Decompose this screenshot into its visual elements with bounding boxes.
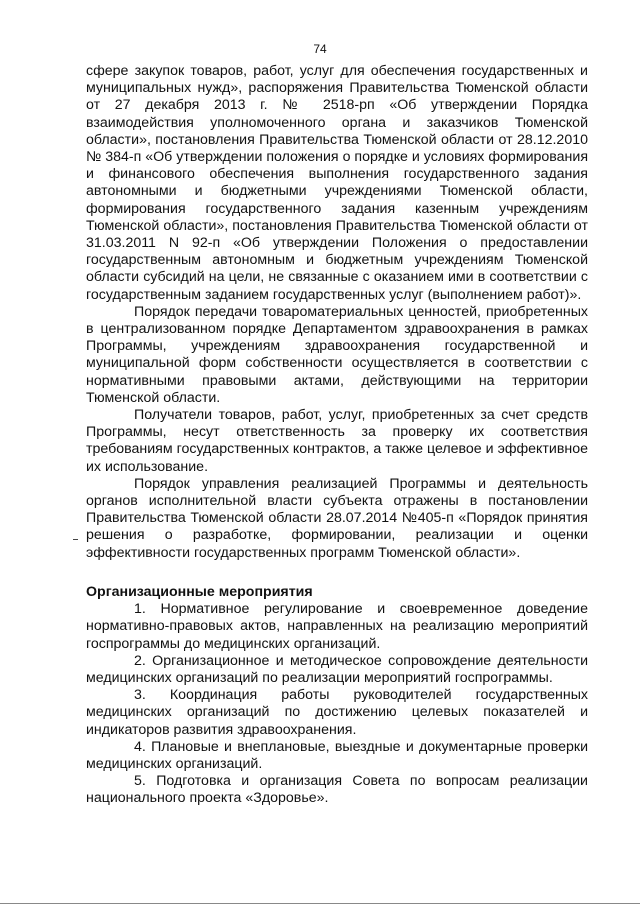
page-bottom-edge xyxy=(0,903,640,904)
paragraph-program-management: Порядок управления реализацией Программы и деятельность органов исполнительной власти субъекта отражены в постановлении Правительства Тюменской области 28.07.2014 №405-п «Порядок принятия решения о разработке, формировании, реализации и оценки эффективности государственных программ Тюменской области». xyxy=(86,475,588,561)
paragraph-transfer-order: Порядок передачи товароматериальных ценностей, приобретенных в централизованном порядке Департаментом здравоохранения в рамках Программы, учреждениям здравоохранения государственной и муниципальной форм собственности осуществляется в соответствии с нормативными правовыми актами, действующими на территории Тюменской области. xyxy=(86,303,588,406)
page-number: 74 xyxy=(313,42,327,56)
margin-mark xyxy=(73,539,78,540)
paragraph-continuation: сфере закупок товаров, работ, услуг для обеспечения государственных и муниципальных нужд», распоряжения Правительства Тюменской области от 27 декабря 2013 г. № 2518-рп «Об утверждении Порядка взаимодействия уполномоченного органа и заказчиков Тюменской области», постановления Правительства Тюменской области от 28.12.2010 № 384-п «Об утверждении положения о порядке и условиях формирования и финансового обеспечения выполнения государственного задания автономными и бюджетными учреждениями Тюменской области, формирования государственного задания казенным учреждениям Тюменской области», постановления Правительства Тюменской области от 31.03.2011 N 92-п «Об утверждении Положения о предоставлении государственным автономным и бюджетным учреждениям Тюменской области субсидий на цели, не связанные с оказанием ими в соответствии с государственным заданием государственных услуг (выполнением работ)». xyxy=(86,63,588,303)
list-item: 1. Нормативное регулирование и своевременное доведение нормативно-правовых актов, направленных на реализацию мероприятий госпрограммы до медицинских организаций. xyxy=(86,601,588,652)
list-item: 5. Подготовка и организация Совета по вопросам реализации национального проекта «Здоровье». xyxy=(86,773,588,807)
section-heading: Организационные мероприятия xyxy=(86,583,313,600)
paragraph-recipients: Получатели товаров, работ, услуг, приобретенных за счет средств Программы, несут ответственность за проверку их соответствия требованиям государственных контрактов, а также целевое и эффективное их использование. xyxy=(86,407,588,475)
list-item: 4. Плановые и внеплановые, выездные и документарные проверки медицинских организаций. xyxy=(86,738,588,772)
list-item: 3. Координация работы руководителей государственных медицинских организаций по достижению целевых показателей и индикаторов развития здравоохранения. xyxy=(86,687,588,738)
list-item: 2. Организационное и методическое сопровождение деятельности медицинских организаций по реализации мероприятий госпрограммы. xyxy=(86,652,588,686)
document-body xyxy=(86,63,588,808)
